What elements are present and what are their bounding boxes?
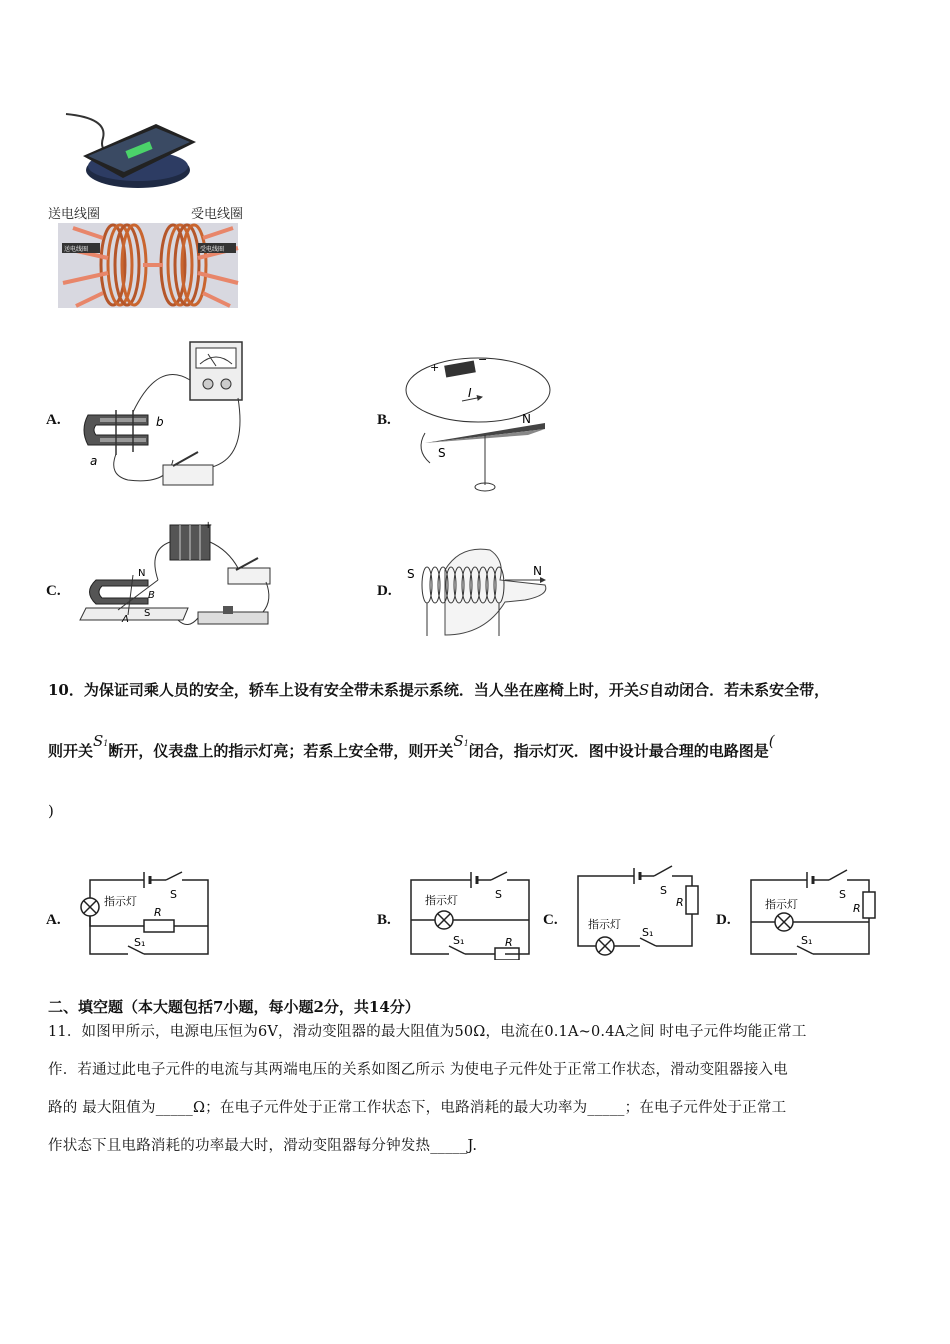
north-label: N [138, 568, 146, 579]
q10-line1-end: 自动闭合．若未系安全带， [649, 681, 830, 699]
point-a-label: A [122, 614, 129, 625]
switch-s1-label: S₁ [801, 934, 813, 947]
switch-s-label: S [839, 888, 846, 901]
switch-s-label: S [660, 884, 667, 897]
lamp-label: 指示灯 [104, 895, 137, 908]
q10-option-b-circuit [405, 868, 535, 960]
q10-option-d-label: D. [716, 912, 731, 928]
wireless-charging-figure [48, 108, 258, 313]
option-b-label: B. [377, 412, 391, 428]
q10-line-1 [48, 679, 829, 700]
current-label: I [468, 386, 472, 400]
south-label: S [144, 608, 151, 619]
option-d-label: D. [377, 583, 392, 599]
switch-s-label: S [495, 888, 502, 901]
lamp-label: 指示灯 [588, 918, 621, 931]
option-a-figure [78, 340, 248, 495]
switch-s1-label: S₁ [134, 936, 146, 949]
switch-s-symbol: S [638, 681, 650, 699]
option-c-label: C. [46, 583, 61, 599]
battery-plus: + [430, 361, 440, 374]
q10-line2-start: 则开关 [48, 742, 94, 760]
option-c-figure [78, 520, 278, 640]
switch-s1-label: S₁ [453, 934, 465, 947]
lamp-label: 指示灯 [425, 894, 458, 907]
q11-line-3: 路的 最大阻值为_____Ω；在电子元件处于正常工作状态下，电路消耗的最大功率为_____；在电子元件处于正常工 [48, 1100, 787, 1116]
q10-close-paren: ) [48, 802, 54, 820]
north-label: N [533, 564, 542, 578]
q10-line-2 [48, 732, 775, 761]
receive-coil-label: 受电线圈 [191, 207, 244, 222]
battery-minus: − [478, 353, 488, 366]
option-a-label: A. [46, 412, 61, 428]
battery-plus: + [204, 520, 213, 531]
q11-line-1: 11．如图甲所示，电源电压恒为6V，滑动变阻器的最大阻值为50Ω，电流在0.1A~0.4A之间 时电子元件均能正常工 [48, 1024, 807, 1040]
q10-option-a-label: A. [46, 912, 61, 928]
coil-left-tag: 送电线圈 [64, 246, 89, 253]
q11-line-2: 作．若通过此电子元件的电流与其两端电压的关系如图乙所示 为使电子元件处于正常工作状态，滑动变阻器接入电 [48, 1062, 788, 1078]
wire-a-label: a [90, 454, 98, 468]
north-label: N [522, 412, 531, 426]
send-coil-label: 送电线圈 [48, 207, 101, 222]
resistor-label: R [154, 906, 162, 919]
open-paren: ( [768, 732, 775, 750]
switch-s-label: S [170, 888, 177, 901]
resistor-label: R [676, 896, 684, 909]
q10-option-a-circuit [74, 868, 214, 960]
q10-line2-end: 闭合，指示灯灭．图中设计最合理的电路图是 [468, 742, 769, 760]
switch-s1-symbol: S1 [93, 732, 109, 750]
switch-s1-symbol-2: S1 [453, 732, 469, 750]
q10-option-b-label: B. [377, 912, 391, 928]
south-label: S [438, 446, 446, 460]
section-2-heading: 二、填空题（本大题包括7小题，每小题2分，共14分） [48, 998, 420, 1016]
resistor-label: R [853, 902, 861, 915]
switch-s1-label: S₁ [642, 926, 654, 939]
point-b-label: B [148, 590, 155, 601]
q10-option-c-label: C. [543, 912, 558, 928]
q11-line-4: 作状态下且电路消耗的功率最大时，滑动变阻器每分钟发热_____J. [48, 1138, 478, 1154]
wire-b-label: b [156, 415, 164, 429]
option-b-figure [400, 345, 565, 495]
wireless-charging-illustration [48, 108, 258, 313]
q10-line2-mid: 断开，仪表盘上的指示灯亮；若系上安全带，则开关 [108, 742, 454, 760]
q10-option-d-circuit [745, 862, 880, 960]
q10-line1-text: 10．为保证司乘人员的安全，轿车上设有安全带未系提示系统．当人坐在座椅上时，开关 [48, 681, 639, 699]
lamp-label: 指示灯 [765, 898, 798, 911]
coil-right-tag: 受电线圈 [200, 246, 225, 253]
resistor-label: R [505, 936, 513, 949]
option-d-figure [405, 540, 555, 638]
south-label: S [407, 567, 415, 581]
q10-option-c-circuit [572, 860, 707, 960]
